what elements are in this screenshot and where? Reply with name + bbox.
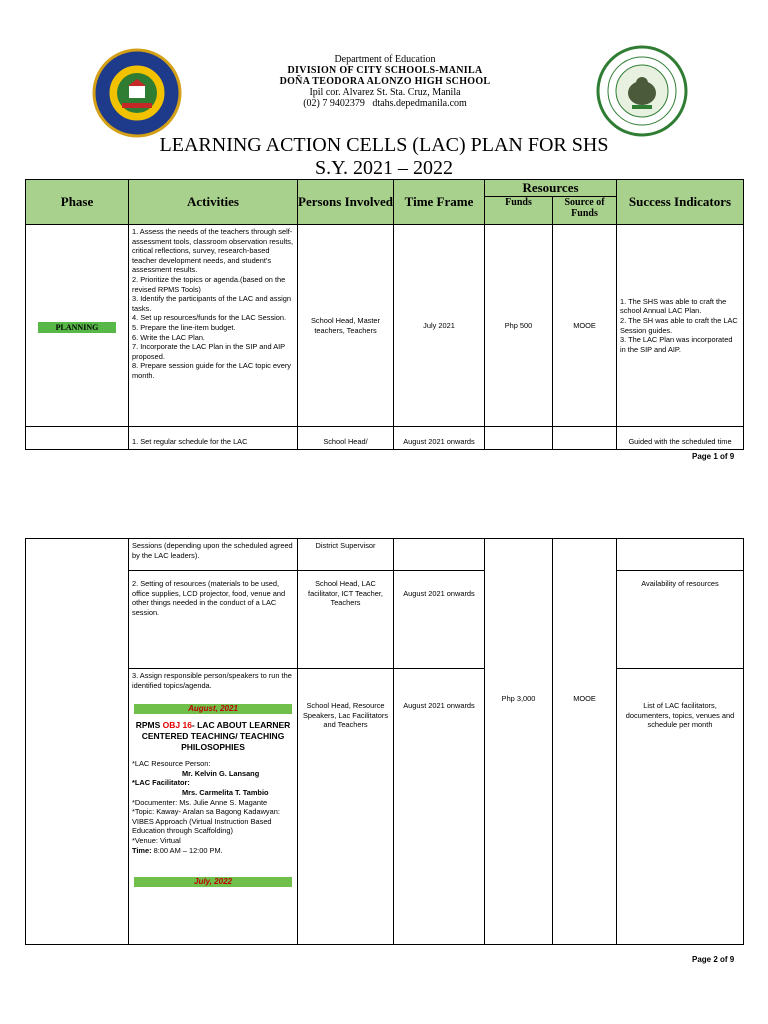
facilitator-label: *LAC Facilitator: [132,778,190,788]
header-success-indicators: Success Indicators [617,180,744,225]
venue-line: *Venue: Virtual [132,835,181,845]
resource-person-name: Mr. Kelvin G. Lansang [182,768,260,778]
activity-item: 4. Set up resources/funds for the LAC Session. [132,313,287,323]
phase-cell [26,225,129,427]
header-phase: Phase [26,180,129,225]
division-name: DIVISION OF CITY SCHOOLS-MANILA [287,65,483,76]
persons-cell: School Head, LAC facilitator, ICT Teacher, Teachers [298,571,394,669]
activity-item: 1. Assess the needs of the teachers through self-assessment tools, classroom observation results, critical reflections, survey, research-based teacher development needs, and student's assessment results. [132,227,294,275]
header-resources: Resources [485,180,617,197]
email-address: dtahs.depedmanila.com [372,98,467,109]
funds-cell: Php 3,000 [485,539,553,945]
lac-plan-table-page-1 [25,179,744,450]
department-name: Department of Education [334,54,436,65]
header-funds: Funds [485,197,553,225]
page-number: Page 2 of 9 [692,955,735,964]
contact-line [220,98,550,109]
phase-cell-empty [26,539,129,945]
phone-number: (02) 7 9402379 [303,98,365,109]
success-cell [617,225,744,427]
persons-cell: School Head, Master teachers, Teachers [298,225,394,427]
activities-cell: 1. Set regular schedule for the LAC [129,427,298,450]
resource-person-label: *LAC Resource Person: [132,759,211,769]
activity-item: 8. Prepare session guide for the LAC topic every month. [132,361,291,380]
success-item: 3. The LAC Plan was incorporated in the SIP and AIP. [620,335,733,354]
school-seal-logo [596,45,688,137]
source-cell: MOOE [553,225,617,427]
success-item: 2. The SH was able to craft the LAC Session guides. [620,315,738,335]
activity-item: 2. Prioritize the topics or agenda.(based on the revised RPMS Tools) [132,274,286,294]
persons-cell: School Head/ [298,427,394,450]
persons-cell: School Head, Resource Speakers, Lac Facilitators and Teachers [298,669,394,945]
activities-cell [129,669,298,945]
activity-item: 3. Identify the participants of the LAC and assign tasks. [132,294,291,313]
timeframe-cell: August 2021 onwards [394,669,485,945]
header-source-of-funds: Source of Funds [553,197,617,225]
page-number: Page 1 of 9 [692,452,735,461]
success-cell: List of LAC facilitators, documenters, topics, venues and schedule per month [617,669,744,945]
month-banner: August, 2021 [134,704,292,714]
header-activities: Activities [129,180,298,225]
timeframe-cell-empty [394,539,485,571]
header-time-frame: Time Frame [394,180,485,225]
topic-line: *Topic: Kaway- Aralan sa Bagong Kadawyan: VIBES Approach (Virtual Instruction Based Education through Scaffolding) [132,807,280,836]
plan-title: LEARNING ACTION CELLS (LAC) PLAN FOR SHS [159,134,609,156]
funds-cell: Php 500 [485,225,553,427]
session-objective-title: RPMS OBJ 16- LAC ABOUT LEARNER CENTERED TEACHING/ TEACHING PHILOSOPHIES [135,720,291,753]
success-cell: Availability of resources [617,571,744,669]
success-cell: Guided with the scheduled time [617,427,744,450]
activities-cell [129,225,298,427]
activity-item: 3. Assign responsible person/speakers to run the identified topics/agenda. [132,671,292,690]
success-cell-empty [617,539,744,571]
timeframe-cell: July 2021 [394,225,485,427]
division-logo [92,48,182,138]
objective-code: OBJ 16 [162,720,192,731]
activity-item: 7. Incorporate the LAC Plan in the SIP and AIP proposed. [132,342,285,361]
header-persons-involved: Persons Involved [298,180,394,225]
lac-plan-table-page-2 [25,538,744,945]
phase-cell-empty [26,427,129,450]
timeframe-cell: August 2021 onwards [394,427,485,450]
phase-planning-badge: PLANNING [38,322,117,333]
source-cell-empty [553,427,617,450]
school-address: Ipil cor. Alvarez St. Sta. Cruz, Manila [309,87,461,98]
documenter-line: *Documenter: Ms. Julie Anne S. Magante [132,797,268,807]
month-banner: July, 2022 [134,877,292,887]
persons-cell: District Supervisor [298,539,394,571]
activities-cell: 2. Setting of resources (materials to be used, office supplies, LCD projector, food, venue and other things needed in the conduct of a LAC session. [129,571,298,669]
funds-cell-empty [485,427,553,450]
time-line: Time: 8:00 AM – 12:00 PM. [132,845,223,855]
activities-cell: Sessions (depending upon the scheduled agreed by the LAC leaders). [129,539,298,571]
timeframe-cell: August 2021 onwards [394,571,485,669]
activity-item: 6. Write the LAC Plan. [132,332,205,342]
success-item: 1. The SHS was able to craft the school Annual LAC Plan. [620,296,727,316]
school-year: S.Y. 2021 – 2022 [315,157,453,179]
activity-item: 5. Prepare the line-item budget. [132,322,236,332]
facilitator-name: Mrs. Carmelita T. Tambio [182,787,269,797]
source-cell: MOOE [553,539,617,945]
school-name: DOÑA TEODORA ALONZO HIGH SCHOOL [279,76,491,87]
